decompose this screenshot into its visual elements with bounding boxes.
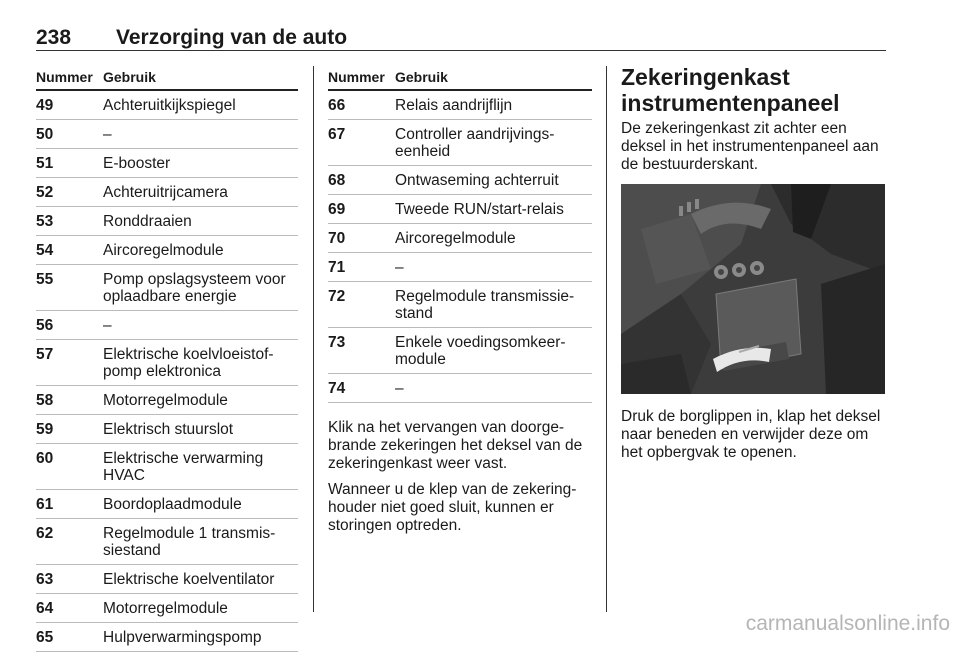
- page-header: [36, 24, 886, 52]
- fuse-usage: Pomp opslagsysteem voor oplaadbare energie: [103, 271, 286, 305]
- fuse-usage: Achteruitkijkspiegel: [103, 97, 236, 114]
- column-header-use: Gebruik: [395, 69, 448, 85]
- fuse-number: 52: [36, 184, 54, 201]
- fuse-usage: Regelmodule transmissie-stand: [395, 288, 575, 322]
- fuse-usage: –: [395, 380, 404, 397]
- table-row: [328, 224, 592, 253]
- fuse-usage: Elektrisch stuurslot: [103, 421, 234, 438]
- fuse-number: 57: [36, 346, 54, 363]
- fusebox-cover-illustration: [621, 184, 885, 394]
- table-body: [328, 91, 592, 403]
- table-row: [36, 594, 298, 623]
- fuse-usage: Tweede RUN/start-relais: [395, 201, 564, 218]
- table-row: [36, 207, 298, 236]
- table-row: [36, 340, 298, 386]
- column-header-number: Nummer: [328, 69, 385, 85]
- fuse-number: 55: [36, 271, 54, 288]
- fuse-usage: Motorregelmodule: [103, 392, 228, 409]
- fuse-usage: Aircoregelmodule: [395, 230, 516, 247]
- page-number: 238: [36, 26, 72, 49]
- table-row: [36, 91, 298, 120]
- fuse-number: 58: [36, 392, 54, 409]
- fuse-usage: Boordoplaadmodule: [103, 496, 242, 513]
- table-row: [36, 415, 298, 444]
- table-row: [36, 120, 298, 149]
- fuse-number: 74: [328, 380, 346, 397]
- fuse-usage: –: [103, 317, 112, 334]
- table-row: [36, 565, 298, 594]
- fuse-usage: Elektrische koelventilator: [103, 571, 275, 588]
- table-body: [36, 91, 298, 652]
- fuse-number: 49: [36, 97, 54, 114]
- table-row: [36, 386, 298, 415]
- table-row: [328, 195, 592, 224]
- fuse-number: 53: [36, 213, 54, 230]
- fuse-usage: –: [395, 259, 404, 276]
- table-row: [36, 444, 298, 490]
- fuse-number: 62: [36, 525, 54, 542]
- fuse-usage: Elektrische verwarming HVAC: [103, 450, 264, 484]
- table-row: [328, 282, 592, 328]
- fuse-number: 66: [328, 97, 346, 114]
- fuse-number: 51: [36, 155, 54, 172]
- page-title: Verzorging van de auto: [116, 26, 348, 49]
- fuse-number: 68: [328, 172, 346, 189]
- table-header: [36, 66, 298, 91]
- fuse-usage: Regelmodule 1 transmis-siestand: [103, 525, 276, 559]
- table-row: [328, 120, 592, 166]
- table-row: [328, 253, 592, 282]
- fuse-number: 61: [36, 496, 54, 513]
- table-row: [328, 91, 592, 120]
- table-row: [36, 490, 298, 519]
- table-header: [328, 66, 592, 91]
- footer-watermark: carmanualsonline.info: [745, 612, 950, 635]
- fuse-number: 50: [36, 126, 54, 143]
- table-row: [328, 374, 592, 403]
- section-title: Zekeringenkast instrumentenpaneel: [621, 64, 840, 116]
- table-row: [36, 519, 298, 565]
- table-row: [36, 236, 298, 265]
- column-divider-1: [313, 66, 314, 612]
- fuse-number: 65: [36, 629, 54, 646]
- header-rule: [36, 50, 886, 51]
- fuse-usage: Enkele voedingsomkeer-module: [395, 334, 566, 368]
- fuse-usage: E-booster: [103, 155, 171, 172]
- table-row: [36, 178, 298, 207]
- fuse-usage: Relais aandrijflijn: [395, 97, 513, 114]
- paragraph-reattach-cover: Klik na het vervangen van doorge-brande zekeringen het deksel van de zekeringenkast weer vast.: [328, 419, 583, 472]
- fuse-table-right: [328, 66, 592, 403]
- fuse-table-right-column: [328, 66, 592, 543]
- column-divider-2: [606, 66, 607, 612]
- table-row: [36, 311, 298, 340]
- fuse-number: 69: [328, 201, 346, 218]
- fuse-number: 71: [328, 259, 346, 276]
- table-row: [328, 328, 592, 374]
- fuse-usage: Hulpverwarmingspomp: [103, 629, 262, 646]
- fuse-usage: Achteruitrijcamera: [103, 184, 228, 201]
- fuse-number: 60: [36, 450, 54, 467]
- paragraph-cover-warning: Wanneer u de klep van de zekering-houder niet goed sluit, kunnen er storingen optreden.: [328, 481, 577, 534]
- table-row: [36, 265, 298, 311]
- fuse-usage: Controller aandrijvings-eenheid: [395, 126, 555, 160]
- section-instrument-panel-fusebox: [621, 64, 887, 470]
- fuse-number: 64: [36, 600, 54, 617]
- fuse-number: 73: [328, 334, 346, 351]
- fuse-usage: Ronddraaien: [103, 213, 192, 230]
- column-header-use: Gebruik: [103, 69, 156, 85]
- fuse-usage: Aircoregelmodule: [103, 242, 224, 259]
- fuse-number: 59: [36, 421, 54, 438]
- fuse-number: 54: [36, 242, 54, 259]
- table-row: [328, 166, 592, 195]
- fuse-usage: Ontwaseming achterruit: [395, 172, 559, 189]
- fuse-number: 63: [36, 571, 54, 588]
- section-intro: De zekeringenkast zit achter een deksel in het instrumentenpaneel aan de bestuurderskant.: [621, 120, 879, 173]
- table-row: [36, 623, 298, 652]
- fuse-table-left: [36, 66, 298, 652]
- section-instruction: Druk de borglippen in, klap het deksel naar beneden en verwijder deze om het opbergvak te openen.: [621, 408, 881, 461]
- fuse-number: 67: [328, 126, 346, 143]
- fuse-usage: Motorregelmodule: [103, 600, 228, 617]
- fuse-usage: –: [103, 126, 112, 143]
- fuse-number: 56: [36, 317, 54, 334]
- column-header-number: Nummer: [36, 69, 93, 85]
- table-row: [36, 149, 298, 178]
- fuse-number: 70: [328, 230, 346, 247]
- fuse-usage: Elektrische koelvloeistof-pomp elektronica: [103, 346, 274, 380]
- fuse-number: 72: [328, 288, 346, 305]
